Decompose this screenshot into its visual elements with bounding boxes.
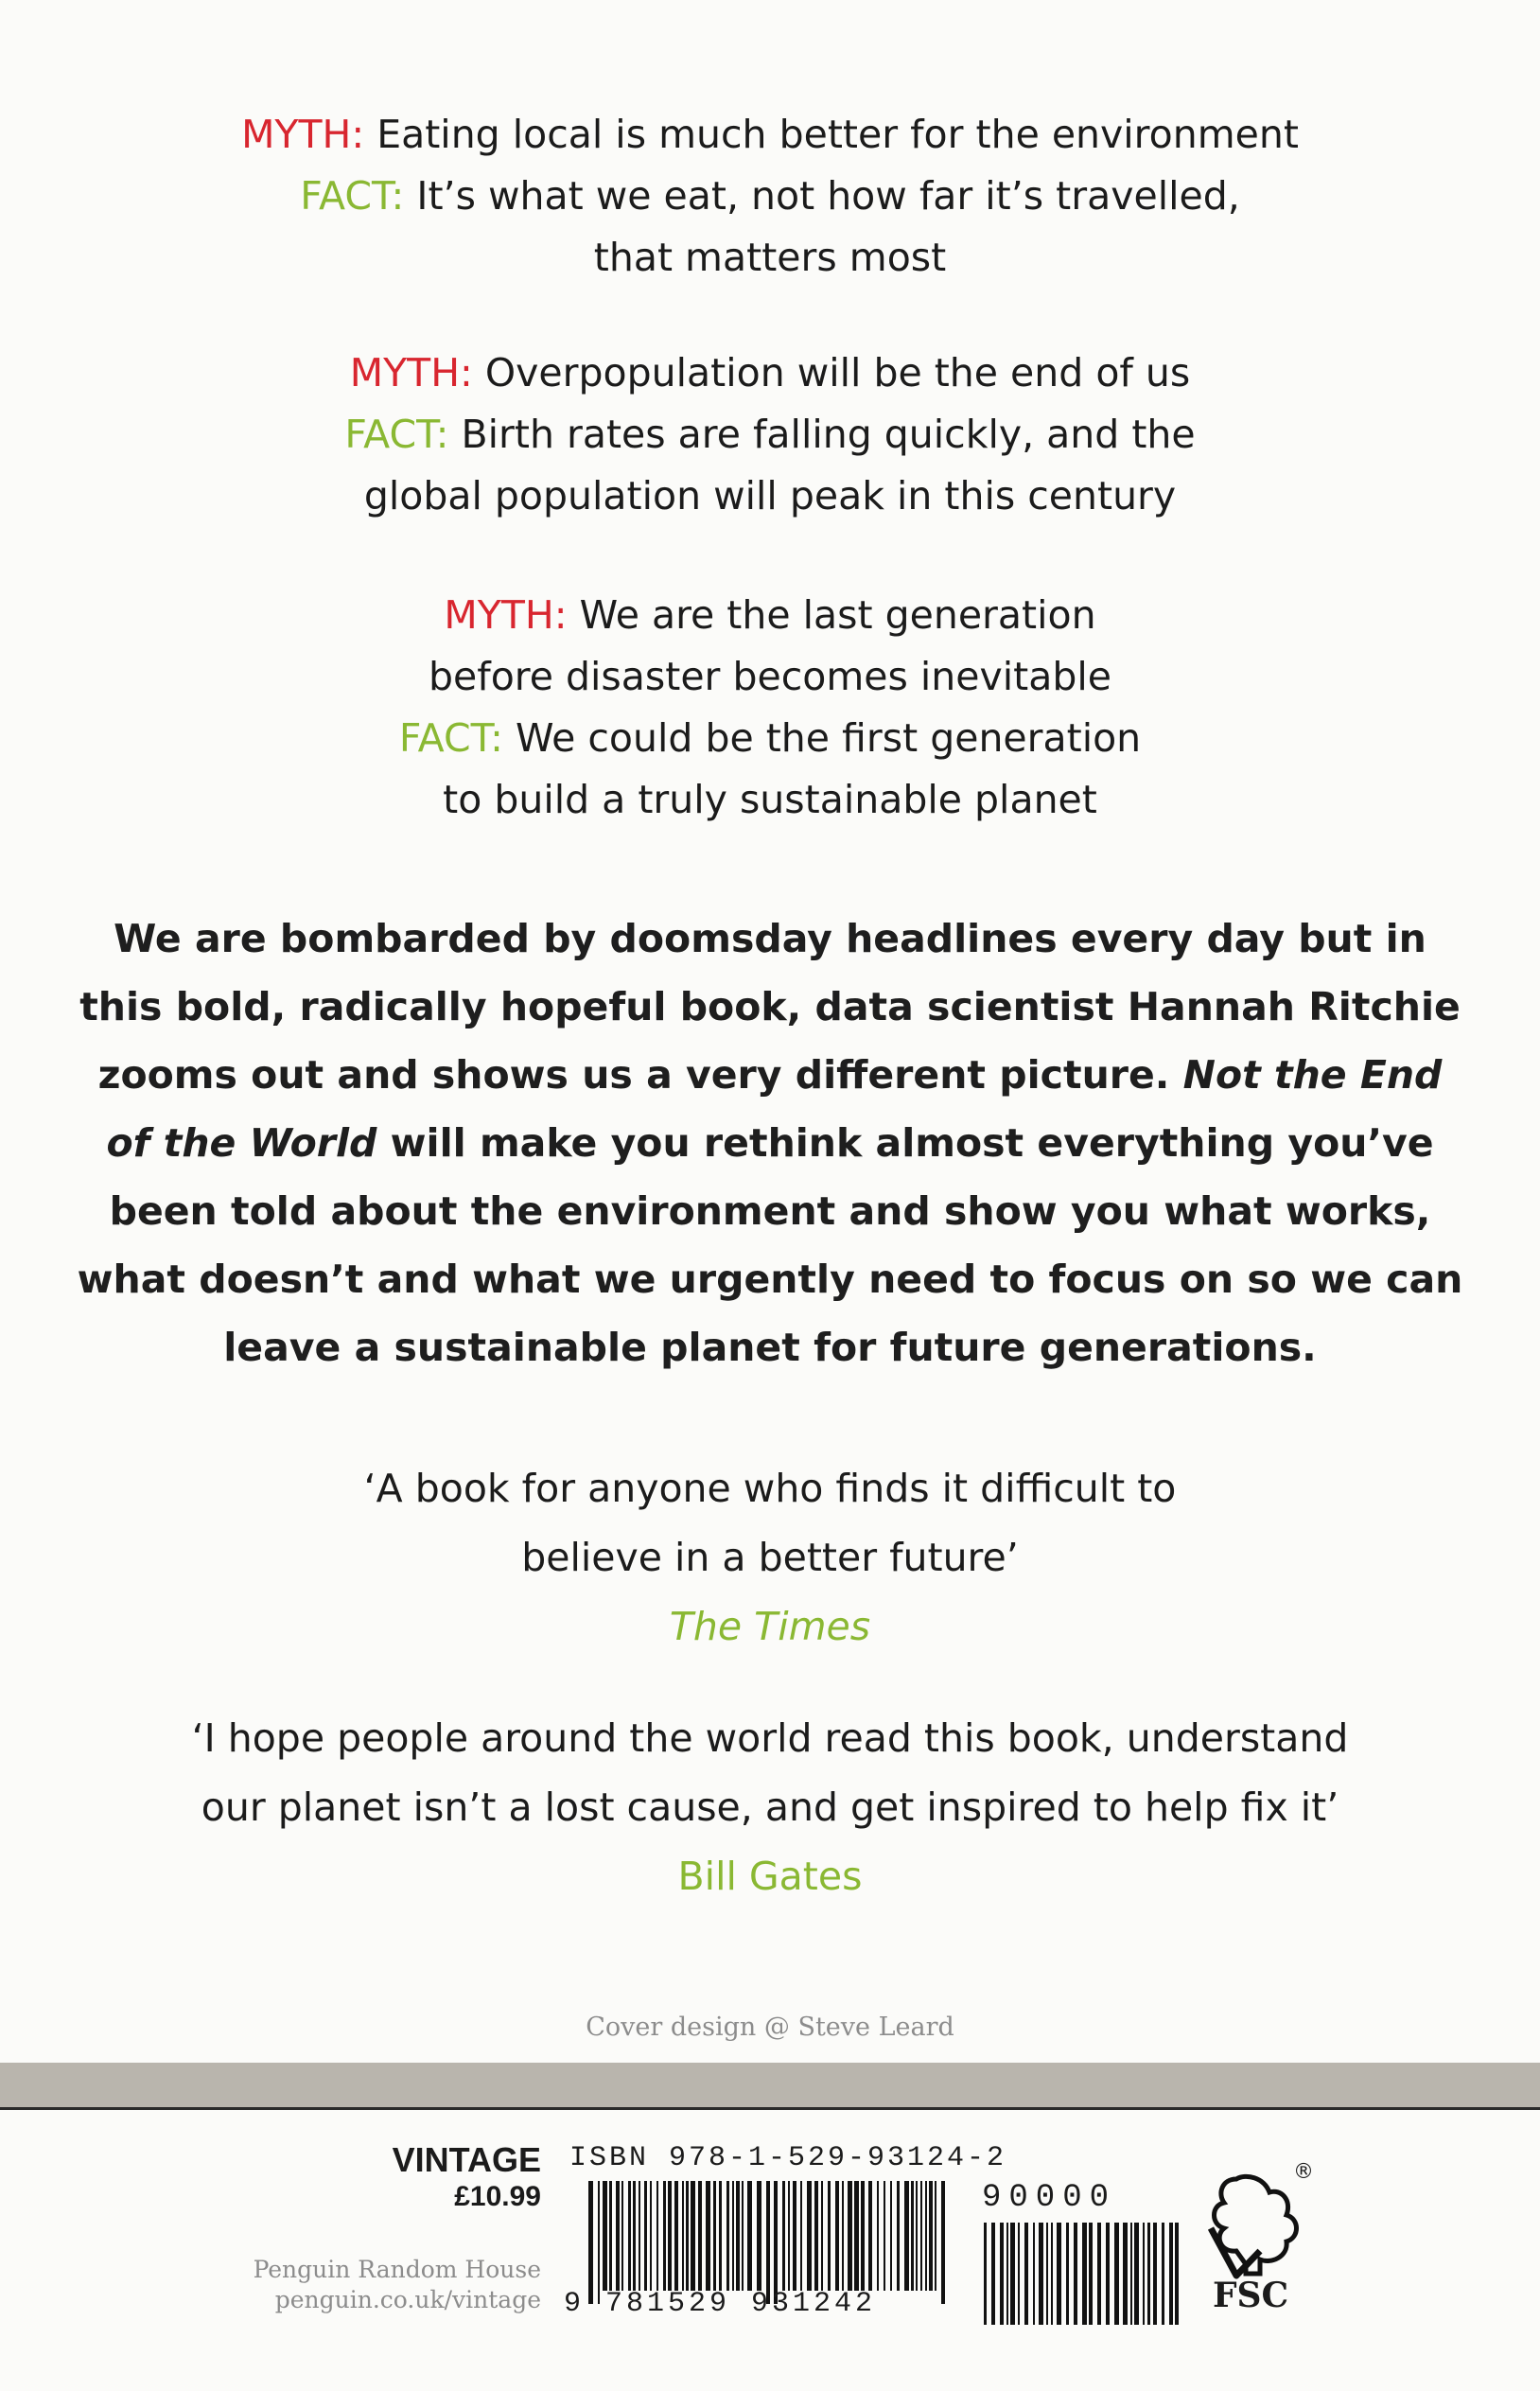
blurb-line: this bold, radically hopeful book, data scientist Hannah Ritchie: [79, 984, 1461, 1029]
fact-label: FACT:: [300, 173, 405, 219]
barcode-bar: [1162, 2223, 1164, 2325]
quote-text: believe in a better future’: [521, 1535, 1019, 1580]
barcode-bar: [774, 2181, 778, 2304]
barcode-bar: [835, 2181, 839, 2291]
barcode-bar: [668, 2181, 672, 2291]
barcode-bar: [1051, 2223, 1053, 2325]
barcode-bar: [861, 2181, 865, 2291]
price: £10.99: [454, 2181, 541, 2212]
myth-text: Eating local is much better for the environment: [364, 112, 1299, 157]
fact-text-continued: global population will peak in this century: [363, 473, 1177, 519]
myth-fact-block-2: [0, 343, 1540, 527]
barcode-bar: [650, 2181, 652, 2291]
myth-fact-block-3: [0, 585, 1540, 831]
blurb-line: leave a sustainable planet for future generations.: [223, 1325, 1317, 1370]
barcode-bar: [1024, 2223, 1028, 2325]
addon-barcode-icon: [984, 2223, 1182, 2325]
barcode-bar: [609, 2181, 612, 2291]
myth-text: Overpopulation will be the end of us: [472, 350, 1191, 396]
myth-fact-block-1: [0, 104, 1540, 289]
barcode-bar: [1082, 2223, 1087, 2325]
barcode-bar: [588, 2181, 593, 2304]
barcode-bar: [868, 2181, 872, 2291]
cover-design-credit: Cover design @ Steve Leard: [586, 2013, 954, 2042]
barcode-bar: [1106, 2223, 1110, 2325]
barcode-bar: [742, 2181, 744, 2291]
myth-label: MYTH:: [349, 350, 473, 396]
grey-band: [0, 2063, 1540, 2107]
barcode-bar: [1130, 2223, 1132, 2325]
barcode-bar: [674, 2181, 678, 2291]
barcode-bar: [842, 2181, 844, 2291]
barcode-bar: [1153, 2223, 1157, 2325]
fact-text-continued: to build a truly sustainable planet: [443, 777, 1097, 822]
barcode-bar: [890, 2181, 892, 2291]
barcode-bar: [800, 2181, 802, 2291]
barcode-bar: [1097, 2223, 1101, 2325]
publisher-info: [254, 2255, 541, 2315]
barcode-bar: [1143, 2223, 1145, 2325]
barcode-bar: [644, 2181, 647, 2291]
barcode-bar: [706, 2181, 710, 2291]
barcode-bar: [1147, 2223, 1150, 2325]
barcode-bar: [1089, 2223, 1093, 2325]
barcode-bar: [766, 2181, 770, 2304]
barcode-bar: [1057, 2223, 1061, 2325]
barcode-bar: [719, 2181, 722, 2291]
book-blurb: [0, 905, 1540, 1381]
barcode-bar: [929, 2181, 933, 2291]
fact-label: FACT:: [344, 412, 449, 457]
addon-digits: 90000: [982, 2180, 1117, 2216]
barcode-bar: [782, 2181, 785, 2291]
barcode-bar: [736, 2181, 740, 2291]
barcode-bar: [884, 2181, 885, 2291]
barcode-bar: [616, 2181, 620, 2291]
publisher-url: penguin.co.uk/vintage: [274, 2286, 541, 2313]
barcode-bar: [1066, 2223, 1069, 2325]
fact-label: FACT:: [398, 715, 503, 761]
barcode-bar: [916, 2181, 918, 2291]
quote-source: The Times: [669, 1604, 871, 1649]
barcode-bar: [1000, 2223, 1004, 2325]
barcode-icon: [588, 2181, 951, 2304]
barcode-bar: [848, 2181, 852, 2291]
barcode-bar: [925, 2181, 927, 2291]
barcode-bar: [1123, 2223, 1128, 2325]
quote-source: Bill Gates: [677, 1854, 863, 1899]
barcode-bar: [598, 2181, 600, 2304]
blurb-line: will make you rethink almost everything you’ve: [376, 1120, 1434, 1166]
quote-text: ‘A book for anyone who finds it difficult to: [363, 1466, 1177, 1511]
barcode-bar: [1175, 2223, 1179, 2325]
barcode-bar: [603, 2181, 607, 2291]
book-title-italic: of the World: [106, 1120, 377, 1166]
barcode-bar: [691, 2181, 695, 2291]
barcode-bar: [920, 2181, 922, 2291]
barcode-bar: [814, 2181, 818, 2291]
fact-text: It’s what we eat, not how far it’s travelled,: [404, 173, 1240, 219]
barcode-bar: [904, 2181, 909, 2291]
blurb-line: been told about the environment and show you what works,: [109, 1188, 1431, 1234]
barcode-bar: [1046, 2223, 1048, 2325]
fact-text: We could be the first generation: [502, 715, 1142, 761]
barcode-bar: [698, 2181, 702, 2291]
barcode-bar: [935, 2181, 936, 2291]
myth-text-continued: before disaster becomes inevitable: [429, 654, 1111, 699]
quote-text: our planet isn’t a lost cause, and get inspired to help fix it’: [201, 1784, 1339, 1830]
blurb-line: We are bombarded by doomsday headlines every day but in: [114, 916, 1426, 961]
barcode-bar: [984, 2223, 987, 2325]
barcode-bar: [793, 2181, 796, 2291]
barcode-bar: [1114, 2223, 1119, 2325]
barcode-bar: [726, 2181, 729, 2291]
barcode-bar: [1169, 2223, 1173, 2325]
barcode-bar: [757, 2181, 761, 2291]
barcode-bar: [1074, 2223, 1077, 2325]
barcode-bar: [1039, 2223, 1043, 2325]
myth-label: MYTH:: [241, 112, 365, 157]
isbn-label: ISBN 978-1-529-93124-2: [569, 2142, 1007, 2174]
barcode-digits: 9 781529 931242: [564, 2288, 877, 2320]
barcode-bar: [633, 2181, 636, 2291]
fsc-label: FSC: [1213, 2276, 1289, 2315]
imprint-name: VINTAGE: [392, 2140, 541, 2179]
quote-text: ‘I hope people around the world read this book, understand: [191, 1715, 1349, 1761]
barcode-bar: [941, 2181, 945, 2304]
registered-mark: ®: [1293, 2160, 1314, 2184]
barcode-bar: [828, 2181, 831, 2291]
barcode-bar: [628, 2181, 631, 2291]
barcode-bar: [788, 2181, 790, 2291]
barcode-bar: [991, 2223, 995, 2325]
barcode-bar: [682, 2181, 684, 2291]
barcode-bar: [897, 2181, 900, 2291]
barcode-bar: [1010, 2223, 1015, 2325]
fact-text: Birth rates are falling quickly, and the: [448, 412, 1196, 457]
barcode-bar: [807, 2181, 812, 2291]
blurb-line: zooms out and shows us a very different picture.: [97, 1052, 1183, 1098]
barcode-bar: [1033, 2223, 1035, 2325]
barcode-bar: [1006, 2223, 1008, 2325]
book-title-italic: Not the End: [1182, 1052, 1443, 1098]
barcode-bar: [1134, 2223, 1139, 2325]
publisher-name: Penguin Random House: [253, 2256, 541, 2283]
barcode-bar: [656, 2181, 658, 2291]
barcode-bar: [639, 2181, 640, 2291]
barcode-bar: [747, 2181, 752, 2291]
barcode-bar: [686, 2181, 689, 2291]
barcode-bar: [713, 2181, 716, 2291]
myth-text: We are the last generation: [567, 592, 1096, 638]
band-divider: [0, 2107, 1540, 2110]
barcode-bar: [732, 2181, 734, 2291]
barcode-bar: [911, 2181, 914, 2291]
blurb-line: what doesn’t and what we urgently need to focus on so we can: [77, 1257, 1463, 1302]
barcode-bar: [1018, 2223, 1020, 2325]
barcode-bar: [854, 2181, 859, 2291]
review-quote-1: [0, 1454, 1540, 1661]
myth-label: MYTH:: [444, 592, 568, 638]
barcode-bar: [621, 2181, 623, 2291]
barcode-bar: [663, 2181, 666, 2291]
barcode-bar: [821, 2181, 823, 2291]
barcode-bar: [877, 2181, 879, 2291]
review-quote-2: [0, 1704, 1540, 1911]
fact-text-continued: that matters most: [593, 235, 947, 280]
